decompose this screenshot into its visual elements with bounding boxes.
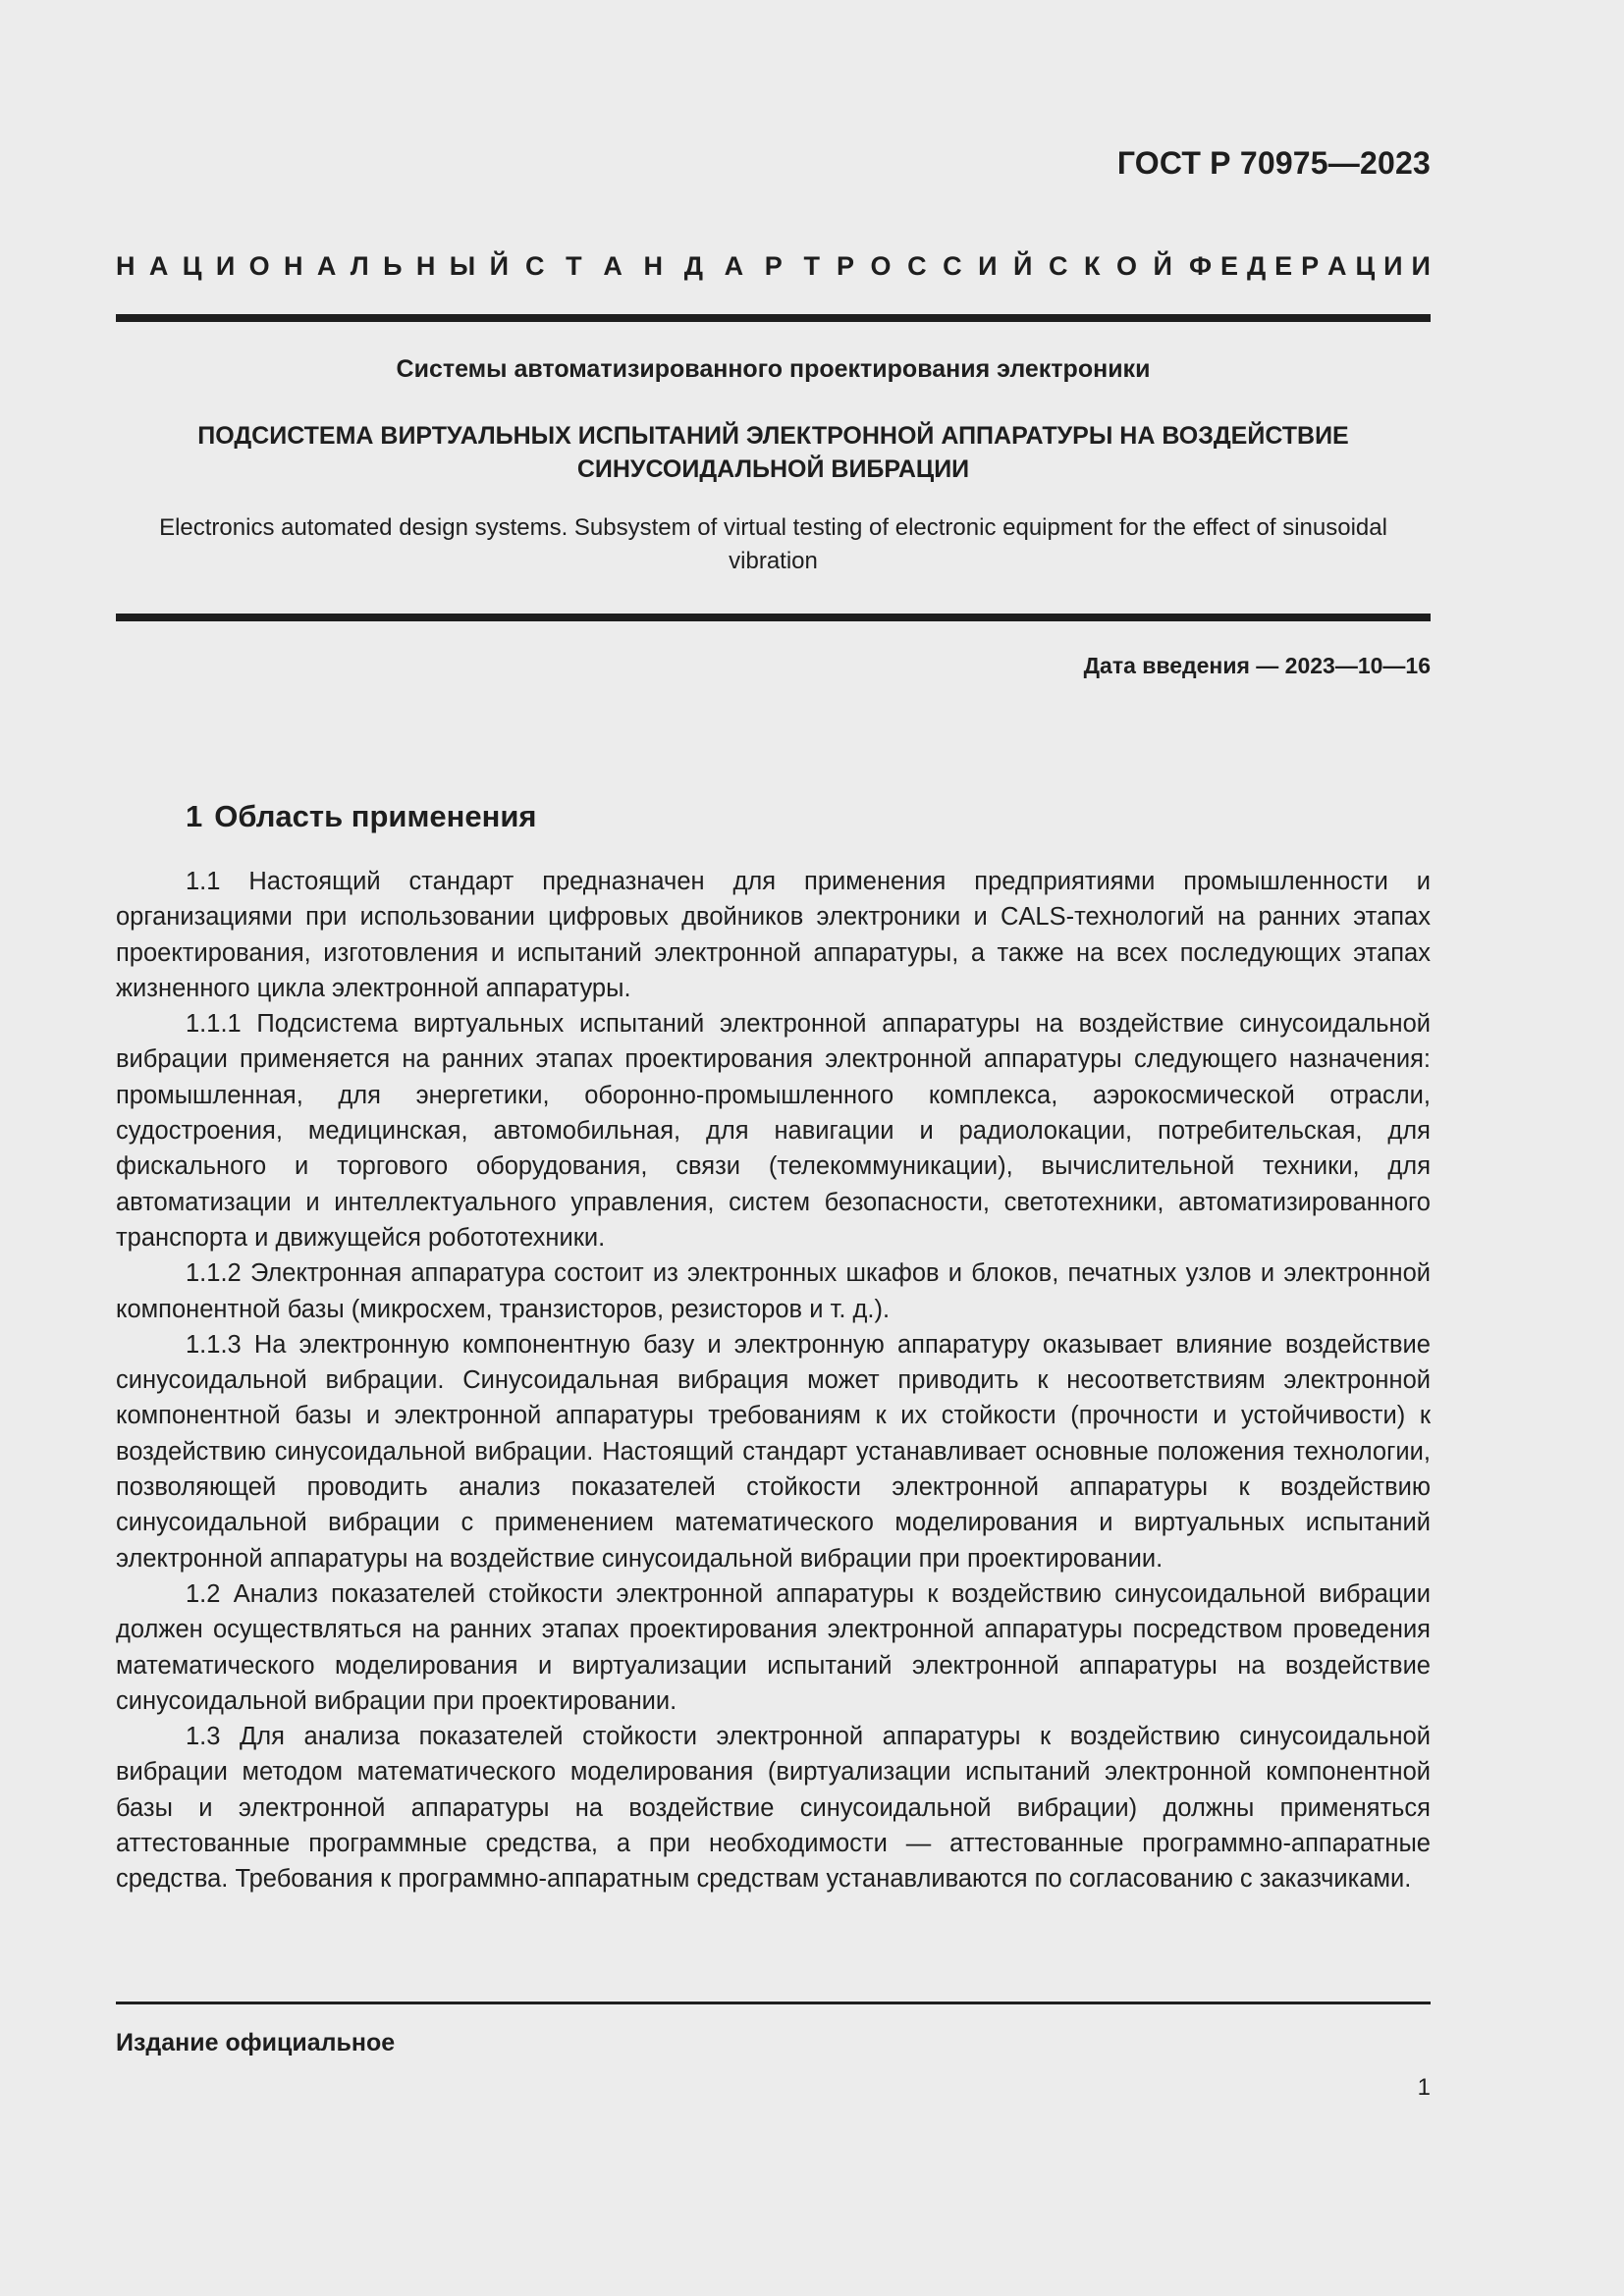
paragraph: 1.1.3 На электронную компонентную базу и электронную аппаратуру оказывает влияние воздействие синусоидальной вибрации. Синусоидальная вибрация может приводить к несоответствиям электронной компонентной базы и электронной аппаратуры требованиям к их стойкости (прочности и устойчивости) к воздействию синусоидальной вибрации. Настоящий стандарт устанавливает основные положения технологии, позволяющей проводить анализ показателей стойкости электронной аппаратуры к воздействию синусоидальной вибрации с применением математического моделирования и виртуальных испытаний электронной аппаратуры на воздействие синусоидальной вибрации при проектировании. [116,1330,1431,1573]
national-standard-title [116,251,1431,282]
edition-label: Издание официальное [116,2029,396,2056]
subsystem-title-line-2: СИНУСОИДАЛЬНОЙ ВИБРАЦИИ [576,455,970,483]
national-title-word: Н А Ц И О Н А Л Ь Н Ы Й [116,251,509,281]
section-body [116,864,1431,1897]
footer-divider [116,2002,1431,2004]
english-title-line-1: Electronics automated design systems. Subsystem of virtual testing of electronic equipment for the effect of sinusoidal [159,514,1387,541]
section-title: Область применения [214,799,537,833]
standard-number: ГОСТ Р 70975—2023 [1116,145,1431,181]
paragraph: 1.1.2 Электронная аппаратура состоит из электронных шкафов и блоков, печатных узлов и электронной компонентной базы (микросхем, транзисторов, резисторов и т. д.). [116,1259,1431,1323]
english-title [116,511,1431,578]
national-title-word: С Т А Н Д А Р Т [525,251,820,281]
system-title: Системы автоматизированного проектирования электроники [396,355,1151,383]
subsystem-title-line-1: ПОДСИСТЕМА ВИРТУАЛЬНЫХ ИСПЫТАНИЙ ЭЛЕКТРОННОЙ АППАРАТУРЫ НА ВОЗДЕЙСТВИЕ [197,422,1349,450]
paragraph: 1.3 Для анализа показателей стойкости электронной аппаратуры к воздействию синусоидальной вибрации методом математического моделирования (виртуализации испытаний электронной компонентной базы и электронной аппаратуры на воздействие синусоидальной вибрации) должны применяться аттестованные программные средства, а при необходимости — аттестованные программно-аппаратные средства. Требования к программно-аппаратным средствам устанавливаются по согласованию с заказчиками. [116,1723,1431,1894]
national-title-word: Р О С С И Й С К О Й [837,251,1172,281]
paragraph: 1.2 Анализ показателей стойкости электронной аппаратуры к воздействию синусоидальной вибрации должен осуществляться на ранних этапах проектирования электронной аппаратуры посредством проведения математического моделирования и виртуализации испытаний электронной аппаратуры на воздействие синусоидальной вибрации при проектировании. [116,1579,1431,1715]
section-number: 1 [186,799,203,833]
national-title-word: Ф Е Д Е Р А Ц И И [1189,251,1431,281]
top-divider [116,314,1431,322]
document-page [116,0,1431,2296]
title-divider [116,614,1431,621]
subsystem-title [116,419,1431,486]
paragraph: 1.1.1 Подсистема виртуальных испытаний электронной аппаратуры на воздействие синусоидальной вибрации применяется на ранних этапах проектирования электронной аппаратуры следующего назначения: промышленная, для энергетики, оборонно-промышленного комплекса, аэрокосмической отрасли, судостроения, медицинская, автомобильная, для навигации и радиолокации, потребительская, для фискального и торгового оборудования, связи (телекоммуникации), вычислительной техники, для автоматизации и интеллектуального управления, систем безопасности, светотехники, автоматизированного транспорта и движущейся робототехники. [116,1010,1431,1252]
english-title-line-2: vibration [729,548,818,574]
section-heading [186,799,537,834]
page-number: 1 [1417,2074,1431,2101]
paragraph: 1.1 Настоящий стандарт предназначен для применения предприятиями промышленности и организациями при использовании цифровых двойников электроники и CALS-технологий на ранних этапах проектирования, изготовления и испытаний электронной аппаратуры, а также на всех последующих этапах жизненного цикла электронной аппаратуры. [116,868,1431,1002]
introduction-date: Дата введения — 2023—10—16 [1083,653,1431,678]
